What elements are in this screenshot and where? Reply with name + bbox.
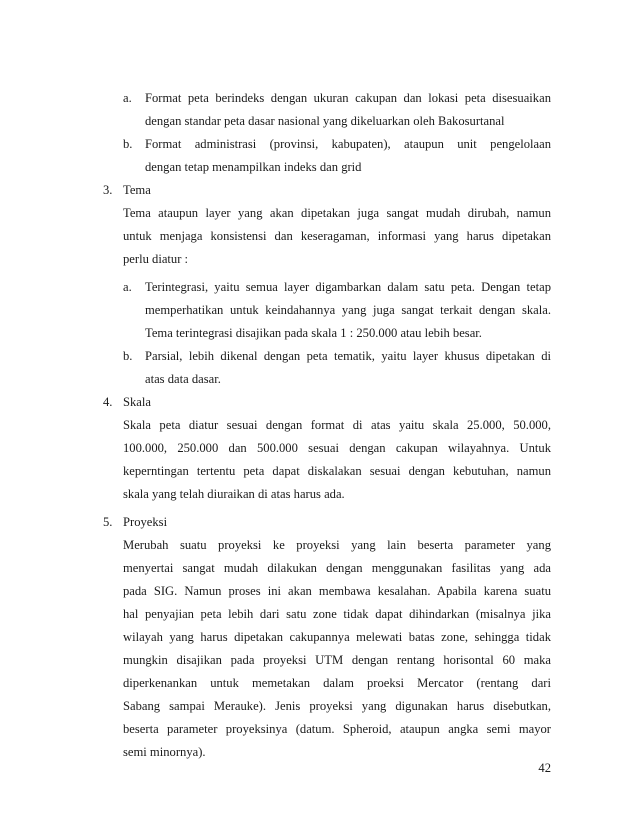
list-marker: a. bbox=[123, 280, 132, 294]
paragraph-line: Merubah suatu proyeksi ke proyeksi yang lain beserta parameter yang bbox=[123, 538, 551, 552]
paragraph-line: Tema ataupun layer yang akan dipetakan juga sangat mudah dirubah, namun bbox=[123, 206, 551, 220]
paragraph-line: wilayah yang harus dipetakan cakupannya melewati batas zone, sehingga tidak bbox=[123, 630, 551, 644]
list-marker: b. bbox=[123, 349, 133, 363]
paragraph-line: pada SIG. Namun proses ini akan membawa kesalahan. Apabila karena suatu bbox=[123, 584, 551, 598]
paragraph-line: mungkin disajikan pada proyeksi UTM dengan rentang horisontal 60 maka bbox=[123, 653, 551, 667]
paragraph-line: Terintegrasi, yaitu semua layer digambarkan dalam satu peta. Dengan tetap bbox=[145, 280, 551, 294]
paragraph-line: skala yang telah diuraikan di atas harus ada. bbox=[123, 487, 345, 501]
paragraph-line: Parsial, lebih dikenal dengan peta tematik, yaitu layer khusus dipetakan di bbox=[145, 349, 551, 363]
paragraph-line: Sabang sampai Merauke). Jenis proyeksi yang digunakan harus disebutkan, bbox=[123, 699, 551, 713]
paragraph-line: Skala peta diatur sesuai dengan format di atas yaitu skala 25.000, 50.000, bbox=[123, 418, 551, 432]
page-number: 42 bbox=[538, 761, 551, 775]
paragraph-line: diperkenankan untuk memetakan dalam proeksi Mercator (rentang dari bbox=[123, 676, 551, 690]
section-heading: Skala bbox=[123, 395, 151, 409]
paragraph-line: atas data dasar. bbox=[145, 372, 221, 386]
section-number: 5. bbox=[103, 515, 113, 529]
paragraph-line: menyertai sangat mudah dilakukan dengan menggunakan fasilitas yang ada bbox=[123, 561, 551, 575]
paragraph-line: hal penyajian peta lebih dari satu zone tidak dapat dihindarkan (misalnya jika bbox=[123, 607, 551, 621]
paragraph-line: dengan standar peta dasar nasional yang dikeluarkan oleh Bakosurtanal bbox=[145, 114, 505, 128]
section-number: 4. bbox=[103, 395, 113, 409]
paragraph-line: perlu diatur : bbox=[123, 252, 189, 266]
paragraph-line: Format administrasi (provinsi, kabupaten), ataupun unit pengelolaan bbox=[145, 137, 551, 151]
paragraph-line: keperntingan tertentu peta dapat diskalakan sesuai dengan kebutuhan, namun bbox=[123, 464, 551, 478]
paragraph-line: untuk menjaga konsistensi dan keseragaman, informasi yang harus dipetakan bbox=[123, 229, 551, 243]
paragraph-line: 100.000, 250.000 dan 500.000 sesuai dengan cakupan wilayahnya. Untuk bbox=[123, 441, 551, 455]
paragraph-line: Format peta berindeks dengan ukuran cakupan dan lokasi peta disesuaikan bbox=[145, 91, 551, 105]
paragraph-line: semi minornya). bbox=[123, 745, 206, 759]
section-heading: Tema bbox=[123, 183, 151, 197]
paragraph-line: memperhatikan untuk keindahannya yang juga sangat terkait dengan skala. bbox=[145, 303, 551, 317]
section-number: 3. bbox=[103, 183, 113, 197]
paragraph-line: Tema terintegrasi disajikan pada skala 1 : 250.000 atau lebih besar. bbox=[145, 326, 482, 340]
section-heading: Proyeksi bbox=[123, 515, 168, 529]
list-marker: a. bbox=[123, 91, 132, 105]
paragraph-line: beserta parameter proyeksinya (datum. Spheroid, ataupun angka semi mayor bbox=[123, 722, 551, 736]
paragraph-line: dengan tetap menampilkan indeks dan grid bbox=[145, 160, 362, 174]
list-marker: b. bbox=[123, 137, 133, 151]
